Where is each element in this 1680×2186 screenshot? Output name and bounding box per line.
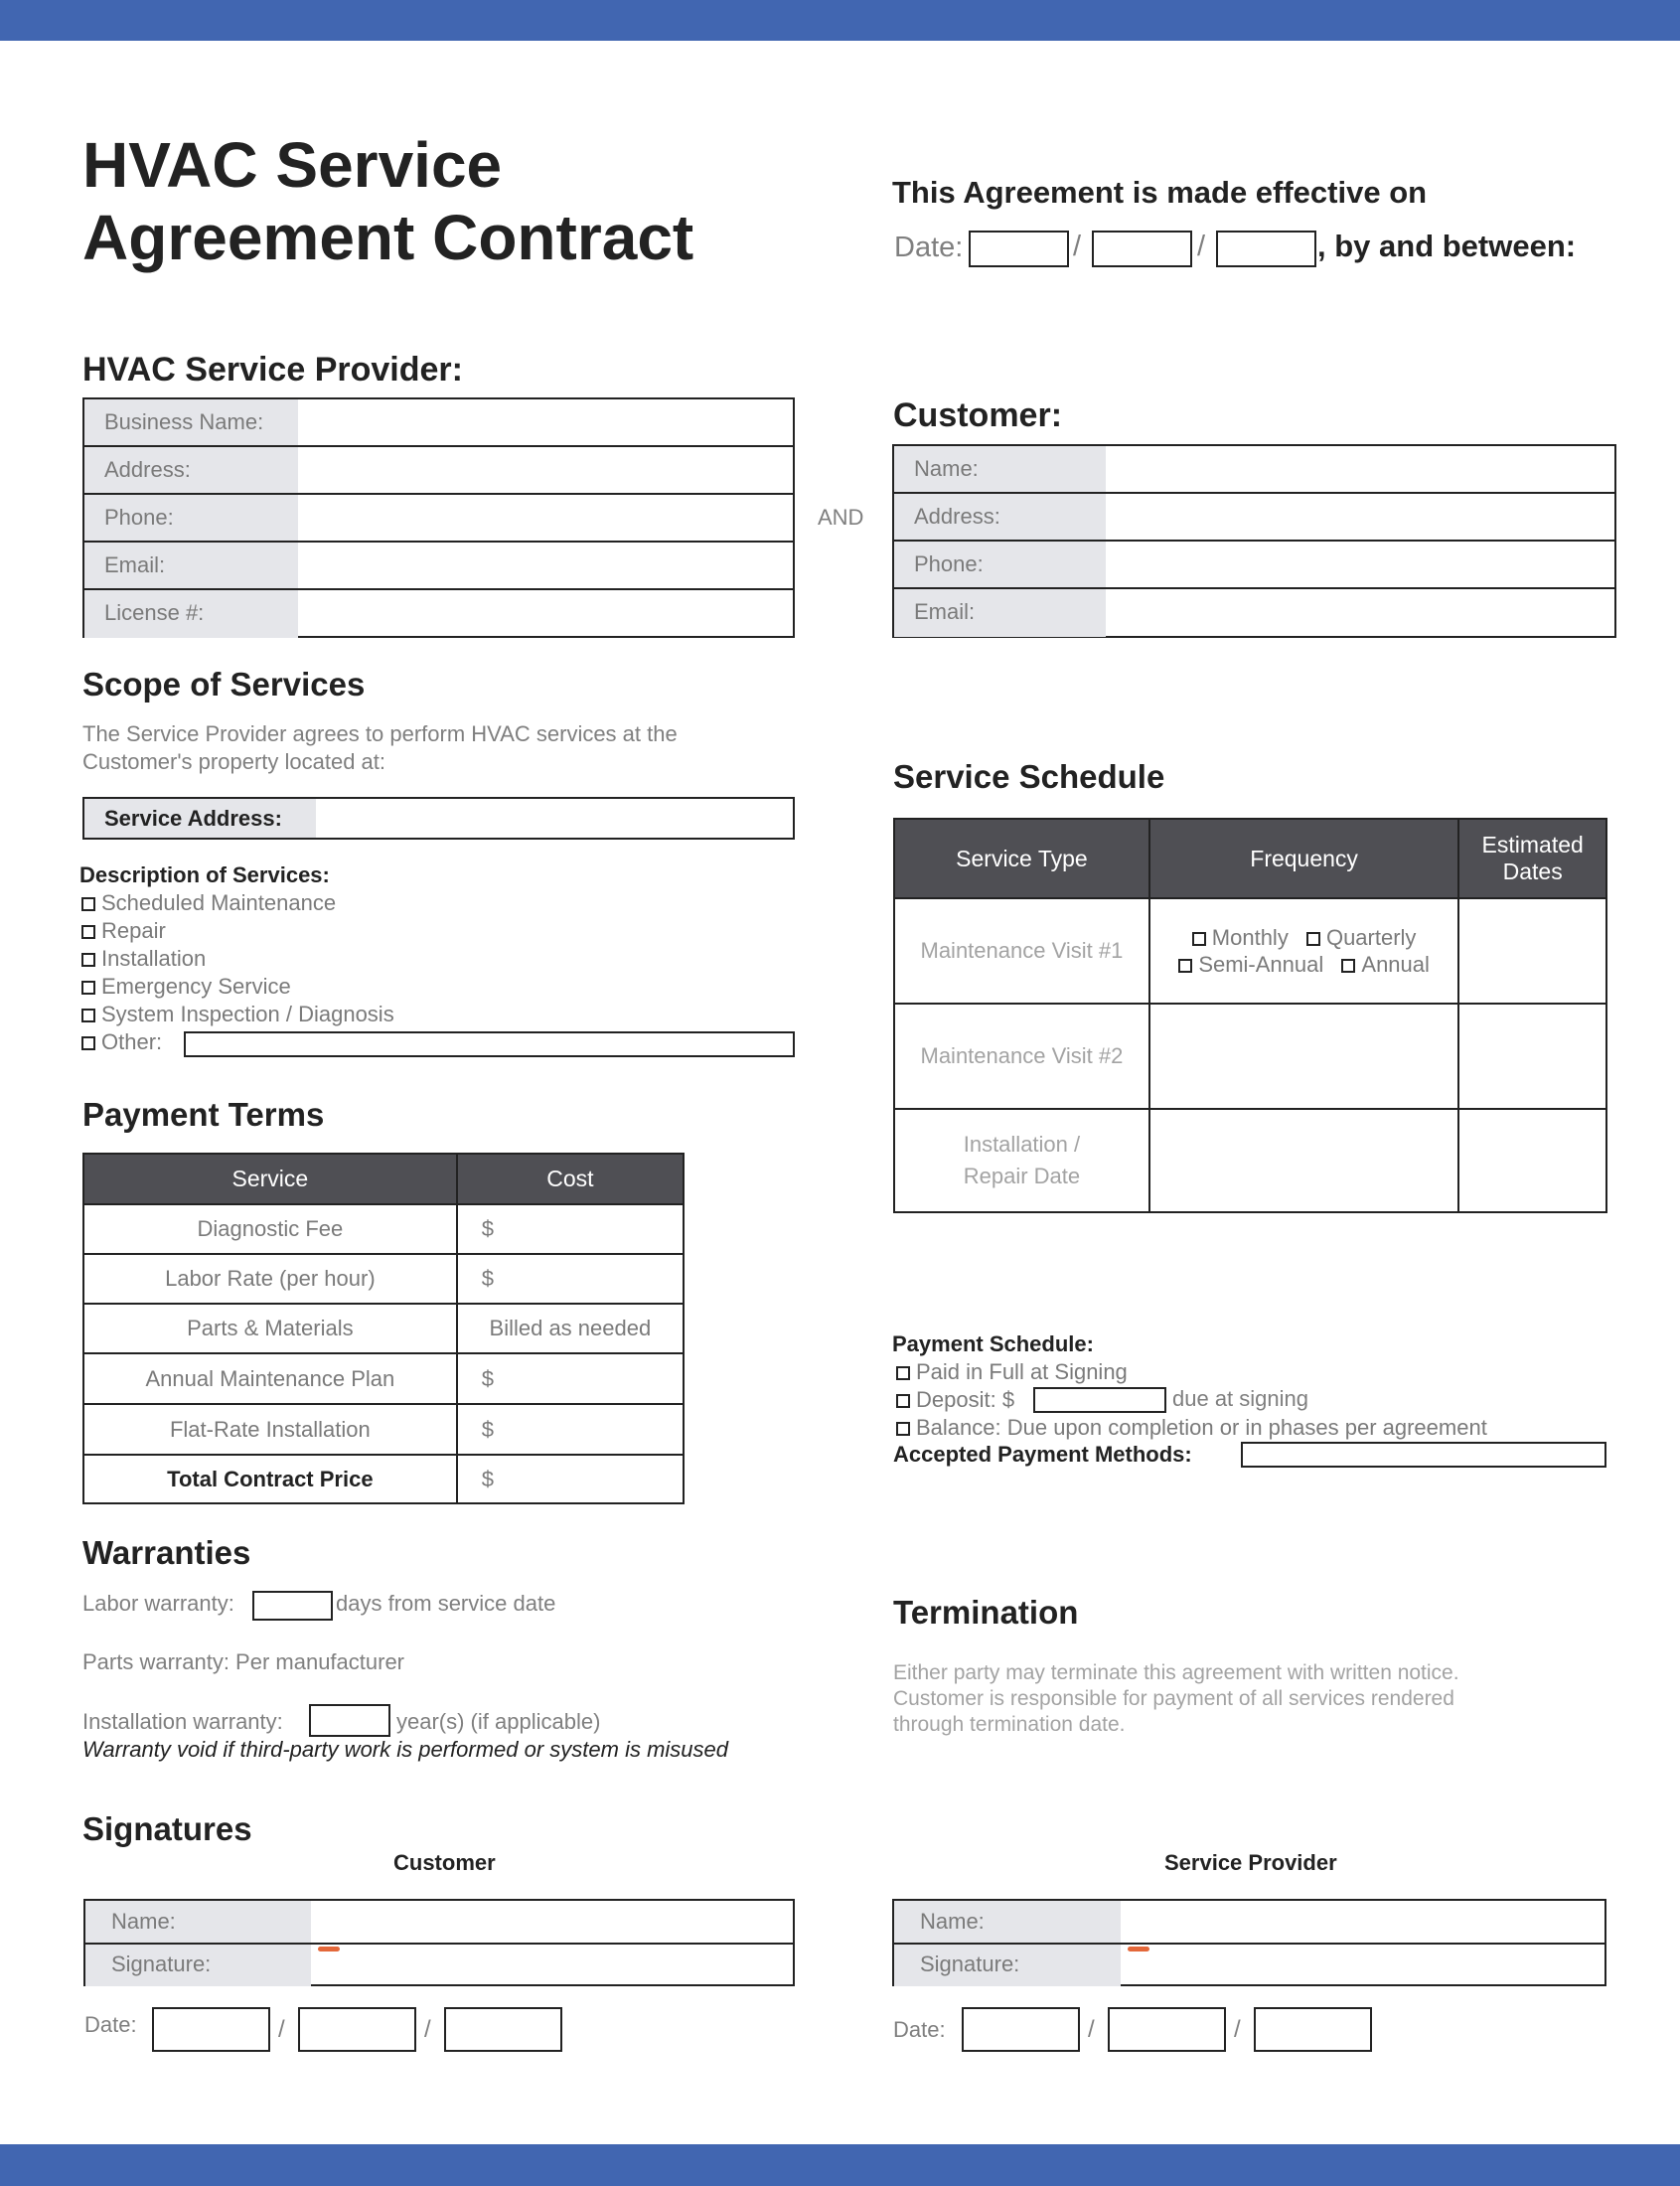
checkbox[interactable] — [81, 925, 95, 939]
date-slash: / — [1197, 231, 1206, 262]
checkbox[interactable] — [81, 1009, 95, 1022]
service-schedule-table — [893, 818, 1607, 1213]
frequency-option: Monthly — [1211, 925, 1289, 950]
labor-warranty-suffix: days from service date — [336, 1591, 556, 1616]
customer-row[interactable] — [894, 446, 1614, 494]
schedule-header-line: Estimated — [1481, 832, 1584, 858]
schedule-header-line: Dates — [1502, 859, 1563, 884]
provider-row[interactable] — [84, 543, 793, 590]
provider-date-month[interactable] — [962, 2007, 1080, 2052]
customer-info-table — [892, 444, 1616, 638]
deposit-suffix: due at signing — [1172, 1386, 1308, 1411]
by-and-between-label: , by and between: — [1317, 229, 1577, 263]
bottom-band — [0, 2144, 1680, 2186]
checkbox[interactable] — [81, 953, 95, 967]
customer-field-label: Email: — [894, 589, 1106, 637]
document-title — [82, 129, 693, 274]
estimated-date-cell[interactable] — [1458, 1109, 1606, 1212]
customer-signature-heading: Customer — [393, 1850, 496, 1875]
payment-cost[interactable]: $ — [457, 1404, 684, 1455]
install-warranty-label: Installation warranty: — [82, 1709, 283, 1734]
customer-date-day[interactable] — [298, 2007, 416, 2052]
payment-cost[interactable]: $ — [457, 1204, 684, 1254]
schedule-service-type — [894, 1109, 1149, 1212]
provider-heading: HVAC Service Provider: — [82, 351, 463, 389]
title-line-2: Agreement Contract — [82, 202, 694, 273]
service-option[interactable] — [81, 1001, 394, 1028]
customer-signature-row[interactable] — [85, 1945, 793, 1986]
customer-signature-table — [83, 1899, 795, 1986]
labor-warranty-label: Labor warranty: — [82, 1591, 234, 1616]
service-address-field[interactable] — [82, 797, 795, 840]
estimated-date-cell[interactable] — [1458, 898, 1606, 1004]
payment-service: Parts & Materials — [83, 1304, 457, 1353]
customer-name-label: Name: — [85, 1901, 311, 1943]
customer-row[interactable] — [894, 494, 1614, 542]
service-address-label: Service Address: — [84, 799, 316, 838]
payment-methods-input[interactable] — [1241, 1442, 1606, 1468]
frequency-cell[interactable] — [1149, 1109, 1459, 1212]
schedule-service-type-line: Repair Date — [963, 1164, 1081, 1188]
payment-terms-heading: Payment Terms — [82, 1096, 325, 1133]
provider-signature-label: Signature: — [894, 1945, 1121, 1986]
checkbox[interactable] — [896, 1422, 910, 1436]
payment-schedule-label: Payment Schedule: — [892, 1331, 1094, 1356]
frequency-option: Semi-Annual — [1198, 952, 1324, 977]
payment-option-label: Balance: Due upon completion or in phases per agreement — [916, 1415, 1487, 1440]
termination-heading: Termination — [893, 1594, 1079, 1631]
schedule-heading: Service Schedule — [893, 758, 1165, 795]
payment-cost[interactable]: $ — [457, 1353, 684, 1404]
frequency-option: Annual — [1361, 952, 1430, 977]
and-label: AND — [818, 505, 864, 530]
checkbox[interactable] — [81, 897, 95, 911]
service-option[interactable] — [81, 917, 394, 945]
customer-field-label: Address: — [894, 494, 1106, 540]
customer-field-label: Phone: — [894, 542, 1106, 587]
checkbox[interactable] — [81, 1036, 95, 1050]
service-option[interactable] — [81, 973, 394, 1001]
description-label: Description of Services: — [79, 862, 330, 887]
payment-service: Labor Rate (per hour) — [83, 1254, 457, 1304]
provider-row[interactable] — [84, 590, 793, 638]
schedule-service-type-line: Installation / — [963, 1132, 1081, 1157]
checkbox[interactable] — [1178, 959, 1192, 973]
customer-heading: Customer: — [893, 396, 1063, 434]
service-option-label: Installation — [101, 946, 207, 971]
schedule-header: Frequency — [1149, 819, 1459, 898]
payment-cost: Billed as needed — [457, 1304, 684, 1353]
customer-field-label: Name: — [894, 446, 1106, 492]
install-warranty-years-input[interactable] — [309, 1704, 390, 1737]
date-slash: / — [424, 2016, 431, 2043]
checkbox[interactable] — [1192, 932, 1206, 946]
date-slash: / — [1234, 2016, 1241, 2043]
provider-row[interactable] — [84, 495, 793, 543]
customer-row[interactable] — [894, 589, 1614, 637]
date-slash: / — [1088, 2016, 1095, 2043]
provider-date-day[interactable] — [1108, 2007, 1226, 2052]
effective-date-day[interactable] — [1092, 231, 1192, 267]
provider-info-table — [82, 397, 795, 638]
schedule-header-dates — [1458, 819, 1606, 898]
top-band — [0, 0, 1680, 41]
provider-field-label: Email: — [84, 543, 298, 588]
payment-service: Diagnostic Fee — [83, 1204, 457, 1254]
service-option[interactable] — [81, 889, 394, 917]
checkbox[interactable] — [1306, 932, 1320, 946]
payment-service: Annual Maintenance Plan — [83, 1353, 457, 1404]
effective-date-year[interactable] — [1216, 231, 1316, 267]
service-option-label: System Inspection / Diagnosis — [101, 1002, 394, 1026]
provider-name-label: Name: — [894, 1901, 1121, 1943]
other-service-input[interactable] — [184, 1031, 795, 1057]
payment-terms-table — [82, 1153, 685, 1504]
provider-signature-table — [892, 1899, 1606, 1986]
deposit-amount-input[interactable] — [1033, 1387, 1166, 1413]
payment-option-label: Paid in Full at Signing — [916, 1359, 1128, 1384]
frequency-cell[interactable] — [1149, 1004, 1459, 1109]
payment-methods-label: Accepted Payment Methods: — [893, 1442, 1192, 1467]
payment-option-label: Deposit: $ — [916, 1387, 1015, 1412]
provider-date-label: Date: — [893, 2017, 946, 2042]
checkbox[interactable] — [896, 1366, 910, 1380]
termination-text — [893, 1660, 1459, 1738]
payment-service: Flat-Rate Installation — [83, 1404, 457, 1455]
termination-line: Either party may terminate this agreement with written notice. — [893, 1661, 1459, 1684]
schedule-service-type: Maintenance Visit #1 — [894, 898, 1149, 1004]
provider-row[interactable] — [84, 447, 793, 495]
service-option[interactable] — [81, 945, 394, 973]
labor-warranty-days-input[interactable] — [252, 1591, 333, 1621]
checkbox[interactable] — [81, 981, 95, 995]
customer-date-label: Date: — [84, 2012, 137, 2037]
payment-option[interactable] — [896, 1414, 1487, 1442]
termination-line: through termination date. — [893, 1713, 1126, 1736]
warranty-void-note: Warranty void if third-party work is performed or system is misused — [82, 1737, 728, 1762]
signature-marker — [1128, 1947, 1149, 1952]
provider-field-label: License #: — [84, 590, 298, 638]
date-slash: / — [1073, 231, 1082, 262]
payment-header: Cost — [457, 1154, 684, 1204]
provider-name-row[interactable] — [894, 1901, 1604, 1945]
payment-header: Service — [83, 1154, 457, 1204]
provider-date-year[interactable] — [1254, 2007, 1372, 2052]
schedule-service-type: Maintenance Visit #2 — [894, 1004, 1149, 1109]
warranties-heading: Warranties — [82, 1534, 251, 1571]
customer-date-year[interactable] — [444, 2007, 562, 2052]
provider-field-label: Business Name: — [84, 399, 298, 445]
provider-row[interactable] — [84, 399, 793, 447]
frequency-option: Quarterly — [1325, 925, 1417, 950]
title-line-1: HVAC Service — [82, 129, 503, 201]
install-warranty-suffix: year(s) (if applicable) — [396, 1709, 601, 1734]
parts-warranty-text: Parts warranty: Per manufacturer — [82, 1649, 405, 1674]
schedule-header: Service Type — [894, 819, 1149, 898]
frequency-cell — [1149, 898, 1459, 1004]
provider-signature-row[interactable] — [894, 1945, 1604, 1986]
customer-name-row[interactable] — [85, 1901, 793, 1945]
provider-field-label: Phone: — [84, 495, 298, 541]
effective-date-label: Date: — [894, 232, 964, 263]
signatures-heading: Signatures — [82, 1810, 252, 1847]
effective-date-month[interactable] — [969, 231, 1069, 267]
scope-intro-line: Customer's property located at: — [82, 749, 386, 774]
checkbox[interactable] — [896, 1394, 910, 1408]
service-option-label: Repair — [101, 918, 166, 943]
estimated-date-cell[interactable] — [1458, 1004, 1606, 1109]
customer-row[interactable] — [894, 542, 1614, 589]
provider-field-label: Address: — [84, 447, 298, 493]
payment-cost[interactable]: $ — [457, 1254, 684, 1304]
payment-option[interactable] — [896, 1358, 1487, 1386]
service-option-label: Other: — [101, 1029, 163, 1054]
payment-total-label: Total Contract Price — [83, 1455, 457, 1503]
termination-line: Customer is responsible for payment of all services rendered — [893, 1687, 1454, 1710]
signature-marker — [318, 1947, 340, 1952]
service-option-label: Emergency Service — [101, 974, 291, 999]
effective-label: This Agreement is made effective on — [892, 175, 1428, 210]
customer-signature-label: Signature: — [85, 1945, 311, 1986]
checkbox[interactable] — [1341, 959, 1355, 973]
scope-heading: Scope of Services — [82, 666, 366, 703]
customer-date-month[interactable] — [152, 2007, 270, 2052]
service-option-label: Scheduled Maintenance — [101, 890, 337, 915]
payment-total-cost[interactable]: $ — [457, 1455, 684, 1503]
provider-signature-heading: Service Provider — [1164, 1850, 1337, 1875]
scope-intro — [82, 720, 678, 776]
date-slash: / — [278, 2016, 285, 2043]
scope-intro-line: The Service Provider agrees to perform HVAC services at the — [82, 721, 678, 746]
